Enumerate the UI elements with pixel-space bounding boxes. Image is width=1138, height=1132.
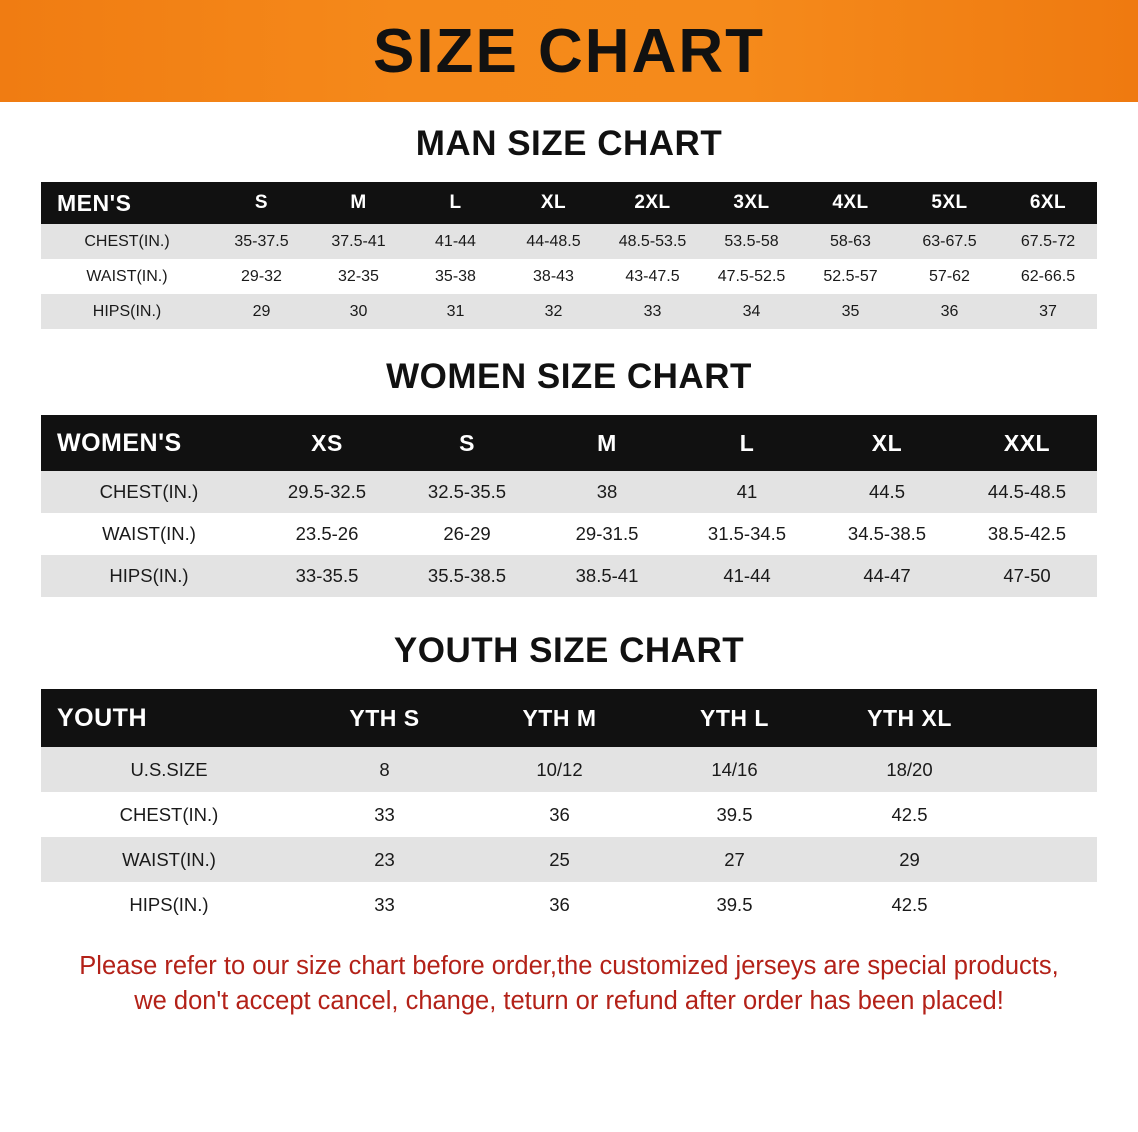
youth-ussize-l: 14/16 [647,747,822,792]
youth-header-xl: YTH XL [867,704,952,731]
youth-header-l: YTH L [700,704,769,731]
youth-waist-m: 25 [472,837,647,882]
banner-title: SIZE CHART [373,17,765,86]
men-waist-xl: 38-43 [504,259,603,294]
men-header-m: M [350,192,367,213]
youth-chest-spacer [997,792,1097,837]
men-waist-2xl: 43-47.5 [603,259,702,294]
women-hips-m: 38.5-41 [537,555,677,597]
men-header-6xl: 6XL [1029,192,1067,213]
men-row-waist-label: WAIST(IN.) [41,259,213,294]
women-waist-l: 31.5-34.5 [677,513,817,555]
table-row [41,259,1097,294]
women-hips-xl: 44-47 [817,555,957,597]
women-chest-m: 38 [537,471,677,513]
men-header-xl: XL [540,192,567,213]
women-row-hips-label: HIPS(IN.) [41,555,257,597]
women-waist-xl: 34.5-38.5 [817,513,957,555]
men-hips-xl: 32 [504,294,603,329]
men-chest-2xl: 48.5-53.5 [603,224,702,259]
youth-chest-l: 39.5 [647,792,822,837]
youth-size-table [41,689,1097,927]
men-header-5xl: 5XL [931,192,968,213]
banner [0,0,1138,102]
youth-header-spacer [997,689,1097,747]
men-chest-m: 37.5-41 [310,224,407,259]
women-hips-s: 35.5-38.5 [397,555,537,597]
table-row [41,471,1097,513]
men-chest-6xl: 67.5-72 [999,224,1097,259]
women-header-m: M [597,429,617,456]
women-waist-xxl: 38.5-42.5 [957,513,1097,555]
women-row-chest-label: CHEST(IN.) [41,471,257,513]
men-waist-5xl: 57-62 [900,259,999,294]
women-header-s: S [459,429,475,456]
men-hips-5xl: 36 [900,294,999,329]
youth-ussize-s: 8 [297,747,472,792]
youth-hips-m: 36 [472,882,647,927]
men-hips-4xl: 35 [801,294,900,329]
youth-waist-s: 23 [297,837,472,882]
youth-hips-l: 39.5 [647,882,822,927]
men-header-row [41,182,1097,224]
women-row-waist-label: WAIST(IN.) [41,513,257,555]
men-waist-3xl: 47.5-52.5 [702,259,801,294]
table-row [41,882,1097,927]
men-waist-l: 35-38 [407,259,504,294]
men-waist-m: 32-35 [310,259,407,294]
youth-waist-l: 27 [647,837,822,882]
men-hips-6xl: 37 [999,294,1097,329]
man-section-title: MAN SIZE CHART [415,124,723,163]
women-waist-xs: 23.5-26 [257,513,397,555]
youth-header-m: YTH M [522,704,597,731]
women-header-row [41,415,1097,471]
women-section-title: WOMEN SIZE CHART [386,357,752,396]
women-waist-s: 26-29 [397,513,537,555]
men-header-4xl: 4XL [832,192,869,213]
women-chest-xs: 29.5-32.5 [257,471,397,513]
women-header-xs: XS [311,429,343,456]
disclaimer-note [34,949,1104,1019]
youth-chest-s: 33 [297,792,472,837]
youth-hips-spacer [997,882,1097,927]
youth-section-title: YOUTH SIZE CHART [393,631,745,670]
youth-waist-spacer [997,837,1097,882]
youth-waist-xl: 29 [822,837,997,882]
men-header-3xl: 3XL [733,192,770,213]
youth-chest-xl: 42.5 [822,792,997,837]
women-header-xxl: XXL [1003,429,1051,456]
youth-chest-m: 36 [472,792,647,837]
youth-ussize-xl: 18/20 [822,747,997,792]
women-header-xl: XL [871,429,903,456]
disclaimer-line-2: we don't accept cancel, change, teturn or refund after order has been placed! [134,987,1004,1016]
youth-header-row [41,689,1097,747]
men-header-label: MEN'S [57,189,132,216]
youth-header-label: YOUTH [57,703,147,732]
men-chest-4xl: 58-63 [801,224,900,259]
youth-row-ussize-label: U.S.SIZE [41,747,297,792]
men-hips-l: 31 [407,294,504,329]
women-hips-xs: 33-35.5 [257,555,397,597]
youth-hips-s: 33 [297,882,472,927]
men-hips-3xl: 34 [702,294,801,329]
men-chest-s: 35-37.5 [213,224,310,259]
men-hips-s: 29 [213,294,310,329]
table-row [41,792,1097,837]
youth-table-wrap [41,689,1097,927]
women-hips-xxl: 47-50 [957,555,1097,597]
youth-ussize-m: 10/12 [472,747,647,792]
men-header-s: S [254,192,269,213]
men-chest-3xl: 53.5-58 [702,224,801,259]
youth-hips-xl: 42.5 [822,882,997,927]
women-chest-xxl: 44.5-48.5 [957,471,1097,513]
table-row [41,747,1097,792]
men-chest-l: 41-44 [407,224,504,259]
table-row [41,513,1097,555]
disclaimer-line-1: Please refer to our size chart before order,the customized jerseys are special products, [79,952,1059,980]
women-header-label: WOMEN'S [57,428,182,457]
men-row-chest-label: CHEST(IN.) [41,224,213,259]
table-row [41,294,1097,329]
women-table-wrap [41,415,1097,597]
men-chest-5xl: 63-67.5 [900,224,999,259]
men-header-l: L [449,192,462,213]
men-chest-xl: 44-48.5 [504,224,603,259]
table-row [41,224,1097,259]
men-hips-m: 30 [310,294,407,329]
men-waist-4xl: 52.5-57 [801,259,900,294]
women-header-l: L [739,429,755,456]
youth-header-s: YTH S [349,704,420,731]
youth-row-hips-label: HIPS(IN.) [41,882,297,927]
men-row-hips-label: HIPS(IN.) [41,294,213,329]
men-header-2xl: 2XL [634,192,671,213]
men-waist-6xl: 62-66.5 [999,259,1097,294]
youth-ussize-spacer [997,747,1097,792]
table-row [41,555,1097,597]
women-chest-s: 32.5-35.5 [397,471,537,513]
man-table-wrap [41,182,1097,329]
women-size-table [41,415,1097,597]
men-size-table [41,182,1097,329]
men-hips-2xl: 33 [603,294,702,329]
youth-row-chest-label: CHEST(IN.) [41,792,297,837]
youth-row-waist-label: WAIST(IN.) [41,837,297,882]
women-chest-l: 41 [677,471,817,513]
women-waist-m: 29-31.5 [537,513,677,555]
table-row [41,837,1097,882]
women-chest-xl: 44.5 [817,471,957,513]
women-hips-l: 41-44 [677,555,817,597]
men-waist-s: 29-32 [213,259,310,294]
